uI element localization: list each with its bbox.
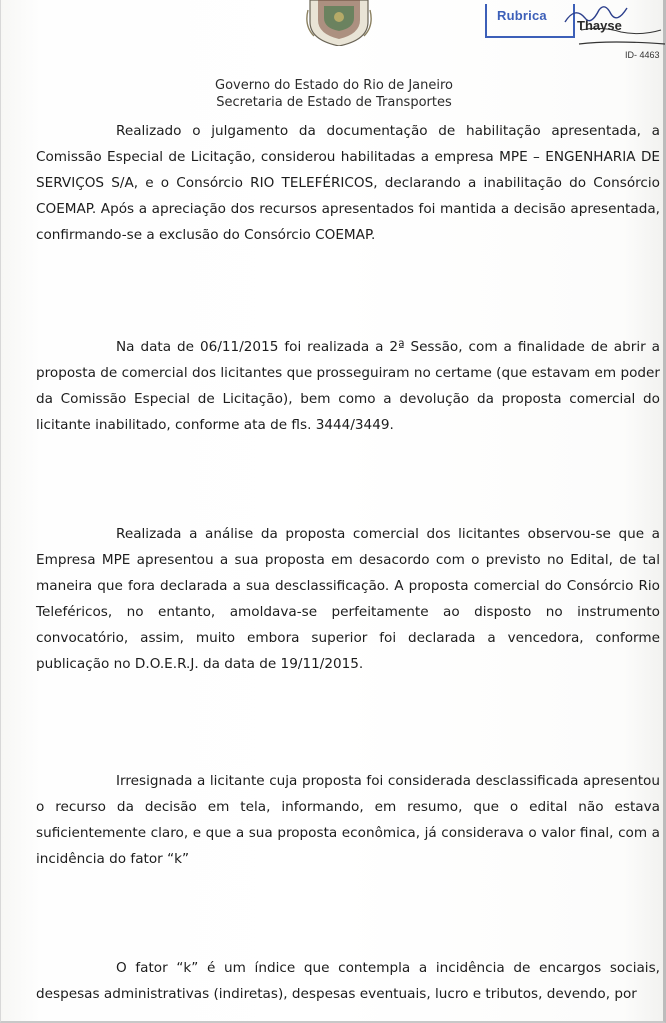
paragraph-text: O fator “k” é um índice que contempla a incidência de encargos sociais, despesas administrativas (indiretas), despesas eventuais, lucro e tributos, devendo, por	[36, 960, 660, 1002]
header-secretariat-line: Secretaria de Estado de Transportes	[216, 95, 452, 110]
paragraph-text: Na data de 06/11/2015 foi realizada a 2ª Sessão, com a finalidade de abrir a proposta de comercial dos licitantes que prosseguiram no certame (que estavam em poder da Comissão Especial de Licitação), bem como a devolução da proposta comercial do licitante inabilitado, conforme ata de fls. 3444/3449.	[36, 339, 660, 433]
paragraph-text: Realizada a análise da proposta comercial dos licitantes observou-se que a Empresa MPE apresentou a sua proposta em desacordo com o previsto no Edital, de tal maneira que fora declarada a sua desclassificação. A proposta comercial do Consórcio Rio Teleféricos, no entanto, amoldava-se perfeitamente ao disposto no instrumento convocatório, assim, muito embora superior foi declarada a vencedora, conforme publicação no D.O.E.R.J. da data de 19/11/2015.	[36, 526, 660, 672]
paragraph-commercial-analysis	[36, 521, 660, 677]
header-government-line: Governo do Estado do Rio de Janeiro	[215, 78, 453, 93]
stamp-label: Rubrica	[497, 8, 547, 23]
paragraph-appeal	[36, 768, 660, 872]
paragraph-factor-k	[36, 955, 660, 1007]
document-header	[1, 77, 666, 111]
signature-name: Thayse	[577, 18, 622, 33]
signature-id: ID- 4463	[625, 50, 660, 60]
paragraph-text: Irresignada a licitante cuja proposta foi considerada desclassificada apresentou o recurso da decisão em tela, informando, em resumo, que o edital não estava suficientemente claro, e que a sua proposta econômica, já considerava o valor final, com a incidência do fator “k”	[36, 773, 660, 867]
paragraph-second-session	[36, 334, 660, 438]
paragraph-text: Realizado o julgamento da documentação de habilitação apresentada, a Comissão Especial de Licitação, considerou habilitadas a empresa MPE – ENGENHARIA DE SERVIÇOS S/A, e o Consórcio RIO TELEFÉRICOS, declarando a inabilitação do Consórcio COEMAP. Após a apreciação dos recursos apresentados foi mantida a decisão apresentada, confirmando-se a exclusão do Consórcio COEMAP.	[36, 123, 660, 243]
paragraph-habilitation	[36, 118, 660, 248]
state-coat-of-arms-emblem	[304, 0, 374, 46]
